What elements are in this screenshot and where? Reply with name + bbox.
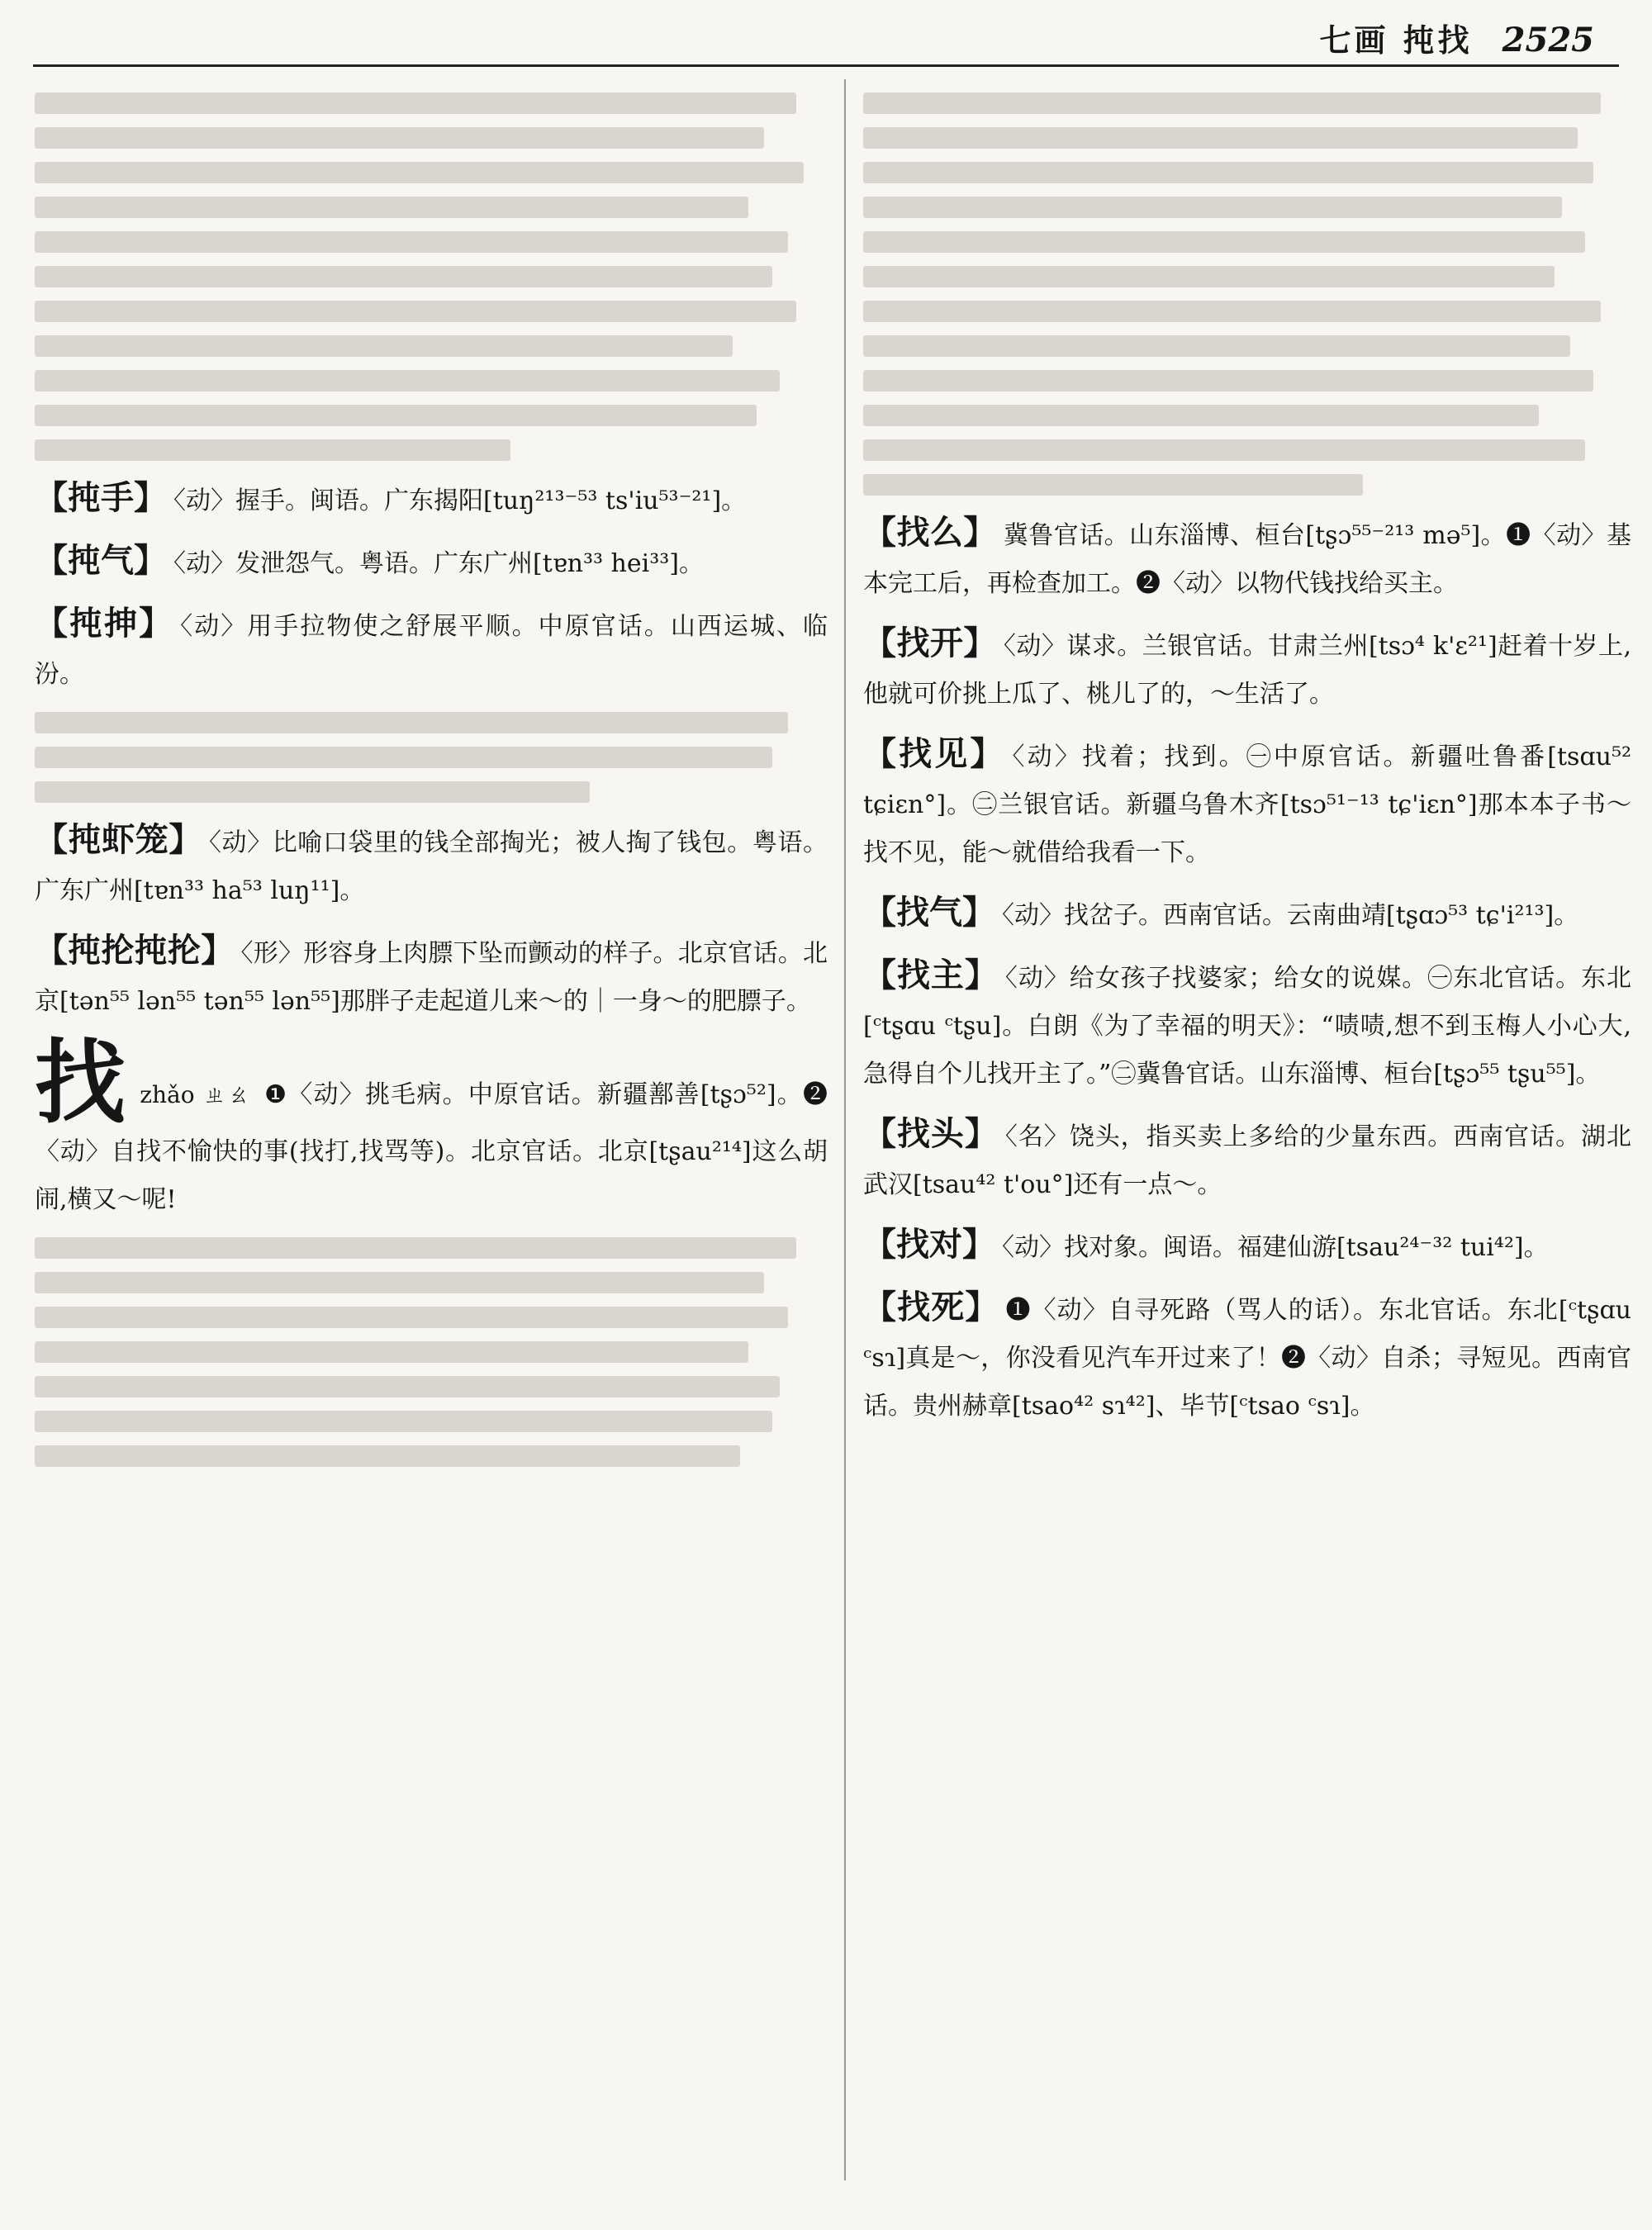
entry: 【扽抡扽抡】 〈形〉形容身上肉膘下坠而颤动的样子。北京官话。北京[tən⁵⁵ lən⁵⁵ tən⁵⁵ lən⁵⁵]那胖子走起道儿来～的｜一身～的肥膘子。 [35,931,828,1016]
page-number: 2525 [1502,21,1594,59]
placeholder-line [35,1272,764,1293]
placeholder-line [35,301,796,322]
entry: 【扽抻】 〈动〉用手拉物使之舒展平顺。中原官话。山西运城、临汾。 [35,604,828,689]
placeholder-line [35,1445,740,1467]
placeholder-line [35,405,757,426]
placeholder-line [35,127,764,149]
placeholder-line [863,197,1562,218]
placeholder-line [863,266,1555,287]
placeholder-line [35,1411,772,1432]
entry: 【找开】 〈动〉谋求。兰银官话。甘肃兰州[tsɔ⁴ k'ɛ²¹]赶着十岁上,他就可价挑上瓜了、桃儿了的，～生活了。 [863,624,1632,709]
placeholder-line [863,474,1363,496]
placeholder-line [35,1341,748,1363]
entry: 【扽虾笼】 〈动〉比喻口袋里的钱全部掏光；被人掏了钱包。粤语。广东广州[tɐn³³ ha⁵³ luŋ¹¹]。 [35,820,828,905]
placeholder-line [35,370,780,391]
headword-zhao: 找zhǎo ㄓㄠ ❶〈动〉挑毛病。中原官话。新疆鄯善[tʂɔ⁵²]。❷〈动〉自找不愉快的事(找打,找骂等)。北京官话。北京[tʂau²¹⁴]这么胡闹,横又～呢! [35,1029,828,1214]
placeholder-line [35,747,772,768]
placeholder-line [863,405,1539,426]
entry: 【找气】 〈动〉找岔子。西南官话。云南曲靖[tʂɑɔ⁵³ tɕ'i²¹³]。 [863,893,1579,932]
entry: 【找见】 〈动〉找着；找到。㊀中原官话。新疆吐鲁番[tsɑu⁵² tɕiɛn°]。㊁兰银官话。新疆乌鲁木齐[tsɔ⁵¹⁻¹³ tɕ'iɛn°]那本本子书～找不见，能～就借给我看一下。 [863,734,1632,867]
entry: 【扽手】 〈动〉握手。闽语。广东揭阳[tuŋ²¹³⁻⁵³ ts'iu⁵³⁻²¹]。 [35,478,747,517]
header-rule [33,64,1619,67]
column-divider [844,79,846,2180]
entry: 【找死】 ❶〈动〉自寻死路（骂人的话）。东北官话。东北[ᶜtʂɑu ᶜsɿ]真是～，你没看见汽车开过来了！❷〈动〉自杀；寻短见。西南官话。贵州赫章[tsao⁴² sɿ⁴²]、毕节[ᶜtsao ᶜsɿ]。 [863,1288,1631,1421]
placeholder-line [35,1307,788,1328]
placeholder-line [35,712,788,733]
placeholder-line [863,231,1585,253]
running-header [1319,15,1594,60]
placeholder-line [863,127,1578,149]
entry: 【扽气】 〈动〉发泄怨气。粤语。广东广州[tɐn³³ hei³³]。 [35,541,704,580]
entry: 【找对】 〈动〉找对象。闽语。福建仙游[tsau²⁴⁻³² tui⁴²]。 [863,1225,1549,1264]
left-column [35,79,828,2180]
placeholder-line [35,781,590,803]
placeholder-line [863,162,1593,183]
placeholder-line [35,1376,780,1397]
placeholder-line [863,370,1593,391]
placeholder-line [35,197,748,218]
entry: 【找么】 冀鲁官话。山东淄博、桓台[tʂɔ⁵⁵⁻²¹³ mə⁵]。❶〈动〉基本完工后，再检查加工。❷〈动〉以物代钱找给买主。 [863,513,1631,598]
placeholder-line [35,1237,796,1259]
placeholder-line [35,231,788,253]
placeholder-line [863,439,1585,461]
placeholder-line [863,93,1601,114]
placeholder-line [863,335,1570,357]
headword-char: 找 [35,1029,127,1136]
right-column [863,79,1631,2180]
placeholder-line [35,93,796,114]
placeholder-line [863,301,1601,322]
placeholder-line [35,266,772,287]
headword-pinyin: zhǎo ㄓㄠ [140,1081,252,1108]
placeholder-line [35,162,804,183]
entry: 【找主】 〈动〉给女孩子找婆家；给女的说媒。㊀东北官话。东北[ᶜtʂɑu ᶜtʂu]。白朗《为了幸福的明天》：“啧啧,想不到玉梅人小心大,急得自个儿找开主了。”㊁冀鲁官话。山东淄博、桓台[tʂɔ⁵⁵ tʂu⁵⁵]。 [863,956,1632,1089]
entry: 【找头】 〈名〉饶头，指买卖上多给的少量东西。西南官话。湖北武汉[tsau⁴² t'ou°]还有一点～。 [863,1114,1632,1199]
placeholder-line [35,335,733,357]
placeholder-line [35,439,510,461]
section-title: 七画 扽找 [1319,21,1473,59]
